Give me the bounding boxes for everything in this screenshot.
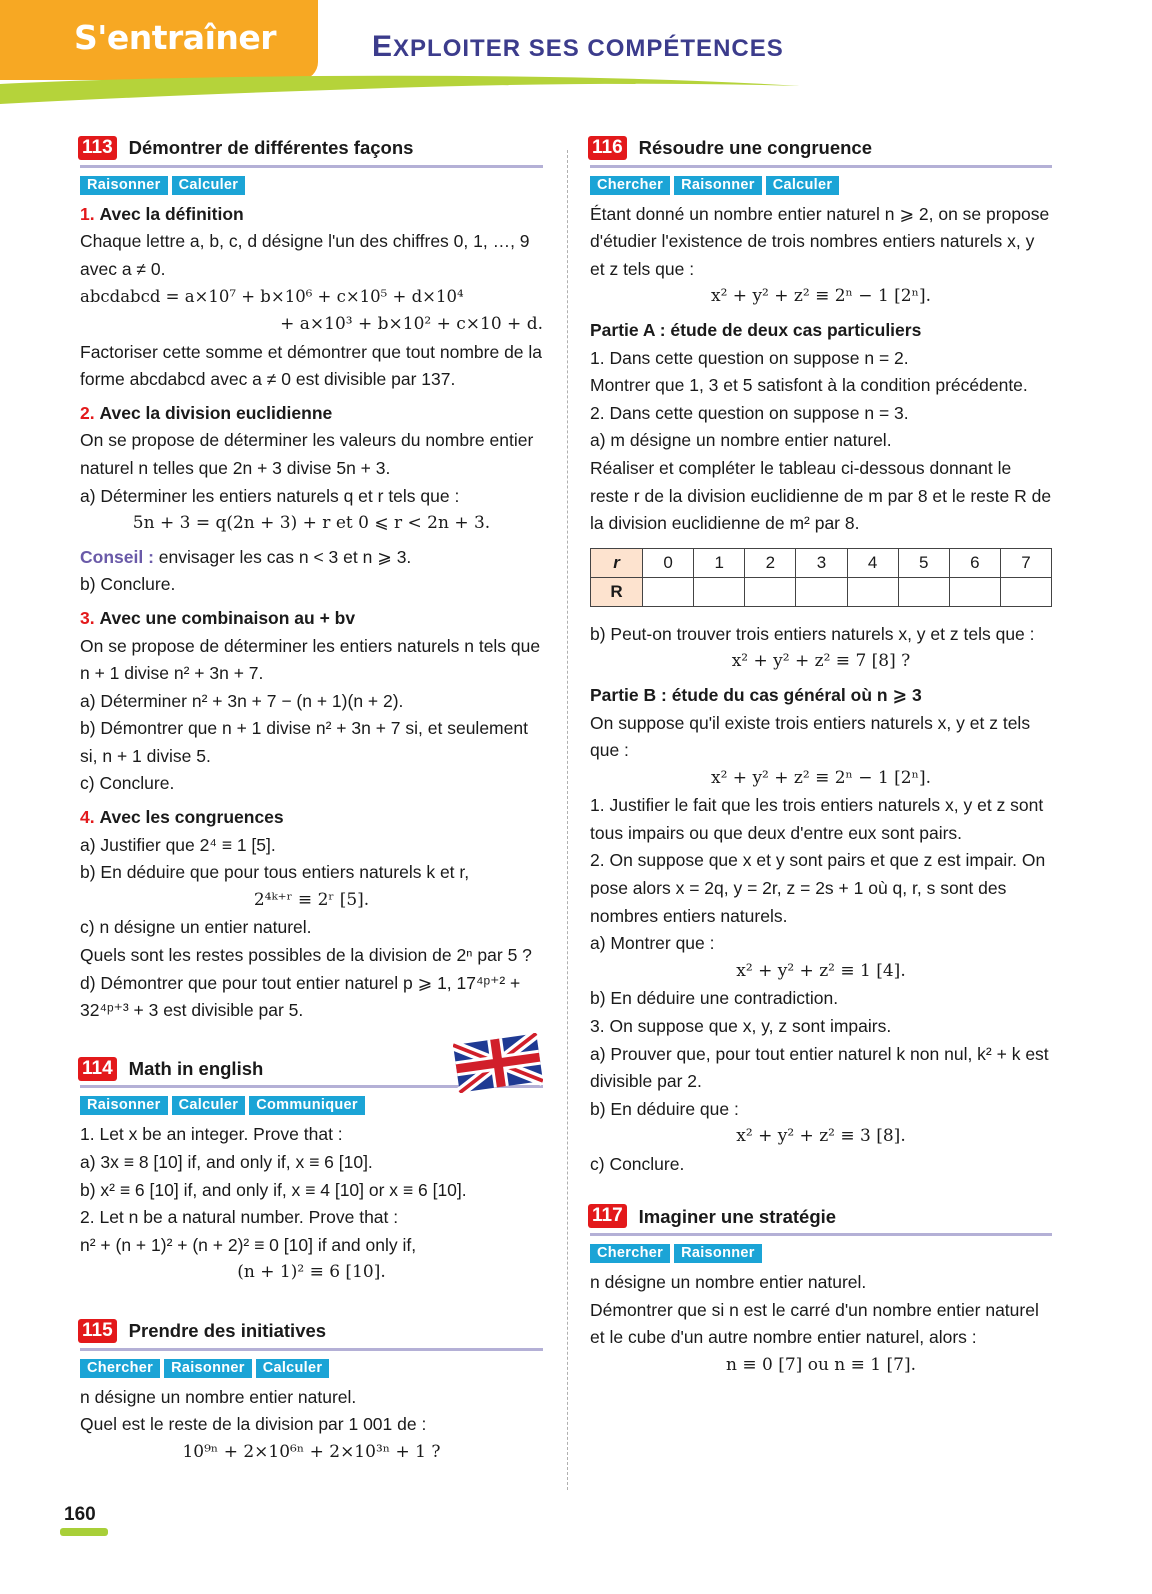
table-cell bbox=[796, 577, 847, 606]
part-heading: Partie B : étude du cas général où n ⩾ 3 bbox=[590, 684, 922, 705]
skill-tag: Calculer bbox=[766, 176, 840, 195]
exercise-number: 113 bbox=[78, 136, 117, 160]
exercise-title: Démontrer de différentes façons bbox=[128, 137, 414, 158]
text-line: n désigne un nombre entier naturel. bbox=[80, 1386, 357, 1407]
question-d: d) Démontrer que pour tout entier naturel p ⩾ 1, 17⁴ᵖ⁺² + 32⁴ᵖ⁺³ + 3 est divisible par 5. bbox=[80, 972, 521, 1021]
exercise-header bbox=[590, 1203, 1052, 1237]
skill-tag: Chercher bbox=[80, 1359, 160, 1378]
skill-tag: Raisonner bbox=[80, 1096, 168, 1115]
table-row bbox=[591, 548, 1052, 577]
table-cell: 7 bbox=[1000, 548, 1051, 577]
question-b: b) En déduire que pour tous entiers naturels k et r, bbox=[80, 862, 470, 883]
remainder-table bbox=[590, 548, 1052, 607]
exercise-header bbox=[80, 1317, 543, 1351]
table-cell bbox=[745, 577, 796, 606]
table-row-label: r bbox=[591, 548, 643, 577]
exercise-117 bbox=[590, 1203, 1052, 1380]
uk-flag-icon bbox=[453, 1033, 543, 1093]
text-line: n désigne un nombre entier naturel. bbox=[590, 1272, 867, 1293]
equation: x² + y² + z² ≡ 2ⁿ − 1 [2ⁿ]. bbox=[710, 767, 932, 788]
page-number-bar bbox=[60, 1528, 108, 1536]
table-cell bbox=[694, 577, 745, 606]
text-paragraph: Montrer que 1, 3 et 5 satisfont à la condition précédente. bbox=[590, 375, 1028, 396]
text-paragraph: On se propose de déterminer les valeurs du nombre entier naturel n telles que 2n + 3 divise 5n + 3. bbox=[80, 430, 534, 478]
question-a: a) Montrer que : bbox=[590, 933, 715, 954]
table-cell: 2 bbox=[745, 548, 796, 577]
table-cell bbox=[643, 577, 694, 606]
text-paragraph: Factoriser cette somme et démontrer que tout nombre de la forme abcdabcd avec a ≠ 0 est divisible par 137. bbox=[80, 341, 543, 390]
skill-tag: Calculer bbox=[172, 1096, 246, 1115]
header-swoosh bbox=[0, 74, 820, 114]
exercise-title: Math in english bbox=[128, 1057, 264, 1079]
skill-tag: Chercher bbox=[590, 1244, 670, 1263]
text-paragraph: 2. On suppose que x et y sont pairs et que z est impair. On pose alors x = 2q, y = 2r, z = 2s + 1 où q, r, s sont des nombres entiers naturels. bbox=[590, 850, 1046, 926]
exercise-header bbox=[80, 1055, 543, 1089]
hint-text: envisager les cas n < 3 et n ⩾ 3. bbox=[158, 546, 412, 567]
skill-tags bbox=[80, 176, 543, 195]
text-paragraph: On se propose de déterminer les entiers naturels n tels que n + 1 divise n² + 3n + 7. bbox=[80, 635, 541, 684]
table-cell: 3 bbox=[796, 548, 847, 577]
skill-tags bbox=[80, 1359, 543, 1378]
text-line: 3. On suppose que x, y, z sont impairs. bbox=[590, 1016, 892, 1037]
question-b: b) Peut-on trouver trois entiers naturels x, y et z tels que : bbox=[590, 623, 1035, 644]
skill-tags bbox=[590, 176, 1052, 195]
skill-tag: Raisonner bbox=[164, 1359, 252, 1378]
question-b: b) En déduire une contradiction. bbox=[590, 988, 839, 1009]
text-line: n² + (n + 1)² + (n + 2)² ≡ 0 [10] if and only if, bbox=[80, 1234, 417, 1255]
text-line: Quel est le reste de la division par 1 001 de : bbox=[80, 1414, 427, 1435]
question-c: c) n désigne un entier naturel. bbox=[80, 917, 312, 938]
equation: n ≡ 0 [7] ou n ≡ 1 [7]. bbox=[726, 1354, 916, 1375]
equation: 2⁴ᵏ⁺ʳ ≡ 2ʳ [5]. bbox=[253, 889, 370, 910]
text-line: 1. Let x be an integer. Prove that : bbox=[80, 1124, 343, 1145]
skill-tags bbox=[590, 1244, 1052, 1263]
skill-tag: Raisonner bbox=[674, 176, 762, 195]
text-paragraph: Étant donné un nombre entier naturel n ⩾ 2, on se propose d'étudier l'existence de trois nombres entiers naturels x, y et z tels que : bbox=[590, 203, 1050, 279]
equation: x² + y² + z² ≡ 7 [8] ? bbox=[731, 651, 911, 672]
table-cell bbox=[898, 577, 949, 606]
exercise-title: Imaginer une stratégie bbox=[638, 1205, 837, 1227]
table-cell bbox=[847, 577, 898, 606]
table-row bbox=[591, 577, 1052, 606]
question-a: a) Déterminer n² + 3n + 7 − (n + 1)(n + 2). bbox=[80, 690, 404, 711]
text-paragraph: 1. Justifier le fait que les trois entiers naturels x, y et z sont tous impairs ou que deux d'entre eux sont pairs. bbox=[590, 795, 1044, 843]
exercise-116 bbox=[590, 134, 1052, 1179]
text-paragraph: Réaliser et compléter le tableau ci-dessous donnant le reste r de la division euclidienne de m par 8 et le reste R de la division euclidienne de m² par 8. bbox=[590, 457, 1052, 534]
skill-tag: Calculer bbox=[172, 176, 246, 195]
section-tab bbox=[0, 0, 318, 80]
skill-tag: Raisonner bbox=[674, 1244, 762, 1263]
question-c: c) Conclure. bbox=[80, 773, 175, 794]
question-a: a) m désigne un nombre entier naturel. bbox=[590, 430, 892, 451]
page-number: 160 bbox=[64, 1504, 96, 1525]
skill-tag: Calculer bbox=[256, 1359, 330, 1378]
part-heading: Partie A : étude de deux cas particuliers bbox=[590, 319, 922, 340]
text-line: a) 3x ≡ 8 [10] if, and only if, x ≡ 6 [10]. bbox=[80, 1152, 373, 1172]
text-paragraph: Démontrer que si n est le carré d'un nombre entier naturel et le cube d'un autre nombre entier naturel, alors : bbox=[590, 1299, 1039, 1348]
equation: x² + y² + z² ≡ 3 [8]. bbox=[736, 1126, 906, 1147]
question-b: b) Conclure. bbox=[80, 574, 176, 595]
table-row-label: R bbox=[591, 577, 643, 606]
hint-label: Conseil : bbox=[80, 546, 154, 567]
exercise-115 bbox=[80, 1317, 543, 1466]
exercise-number: 117 bbox=[588, 1204, 627, 1228]
exercise-title: Résoudre une congruence bbox=[638, 137, 873, 158]
equation: 5n + 3 = q(2n + 3) + r et 0 ⩽ r < 2n + 3. bbox=[132, 513, 491, 534]
exercise-114 bbox=[80, 1055, 543, 1287]
text-paragraph: Quels sont les restes possibles de la division de 2ⁿ par 5 ? bbox=[80, 945, 532, 966]
text-paragraph: On suppose qu'il existe trois entiers naturels x, y et z tels que : bbox=[590, 712, 1031, 761]
exercise-title: Prendre des initiatives bbox=[128, 1319, 327, 1341]
left-column bbox=[80, 134, 543, 1490]
exercise-number: 115 bbox=[78, 1319, 117, 1343]
equation: 10⁹ⁿ + 2×10⁶ⁿ + 2×10³ⁿ + 1 ? bbox=[182, 1441, 441, 1462]
equation: abcdabcd = a×10⁷ + b×10⁶ + c×10⁵ + d×10⁴ bbox=[80, 287, 464, 307]
table-cell: 0 bbox=[643, 548, 694, 577]
table-cell: 6 bbox=[949, 548, 1000, 577]
text-line: 2. Let n be a natural number. Prove that : bbox=[80, 1207, 399, 1228]
skill-tag: Communiquer bbox=[249, 1096, 365, 1115]
question-b: b) En déduire que : bbox=[590, 1098, 739, 1119]
right-column bbox=[590, 134, 1052, 1404]
text-line: 2. Dans cette question on suppose n = 3. bbox=[590, 402, 909, 423]
text-paragraph: Chaque lettre a, b, c, d désigne l'un des chiffres 0, 1, …, 9 avec a ≠ 0. bbox=[80, 231, 530, 279]
text-line: 1. Dans cette question on suppose n = 2. bbox=[590, 347, 909, 368]
skill-tags bbox=[80, 1096, 543, 1115]
exercise-header bbox=[590, 134, 1052, 168]
question-b: b) Démontrer que n + 1 divise n² + 3n + 7 si, et seulement si, n + 1 divise 5. bbox=[80, 718, 528, 766]
equation: + a×10³ + b×10² + c×10 + d. bbox=[280, 313, 543, 334]
section-tab-label: S'entraîner bbox=[74, 18, 277, 57]
table-cell: 5 bbox=[898, 548, 949, 577]
text-line: b) x² ≡ 6 [10] if, and only if, x ≡ 4 [10] or x ≡ 6 [10]. bbox=[80, 1179, 467, 1200]
equation: x² + y² + z² ≡ 1 [4]. bbox=[736, 960, 906, 981]
table-cell bbox=[1000, 577, 1051, 606]
skill-tag: Raisonner bbox=[80, 176, 168, 195]
question-a: a) Justifier que 2⁴ ≡ 1 [5]. bbox=[80, 834, 276, 855]
equation: (n + 1)² ≡ 6 [10]. bbox=[237, 1262, 386, 1283]
exercise-header bbox=[80, 134, 543, 168]
question-c: c) Conclure. bbox=[590, 1154, 685, 1174]
exercise-number: 114 bbox=[78, 1057, 117, 1081]
exercise-113: 113 Démontrer de différentes façons Raisonner Calculer 1. Avec la définition Chaque lettre a, b, c, d désigne l'un des chiffres 0, 1, …, 9 avec a ≠ 0. abcdabcd = a×10⁷ + b×10⁶ + c×10⁵ + d×10⁴ + a×10³ + b×10² + c×10 + d. Factoriser cette somme et démontrer que tout nombre de la forme abcdabcd avec a ≠ 0 est divisible par 137. 2. Avec la division euclidienne On se propose de déterminer les valeurs du nombre entier naturel n telles que 2n + 3 divise 5n + 3. a) Déterminer les entiers naturels q et r tels que : 5n + 3 = q(2n + 3) + r et 0 ⩽ r < 2n + 3. Conseil : envisager les cas n < 3 et n ⩾ 3. b) Conclure. 3. Avec une combinaison au + bv On se propose de déterminer les entiers naturels n tels que n + 1 divise n² + 3n + 7. a) Déterminer n² + 3n + 7 − (n + 1)(n + 2). b) Démontrer que n + 1 divise n² + 3n + 7 si, et seulement si, n + 1 divise 5. c) Conclure. 4. Avec les congruences a) Justifier que 2⁴ ≡ 1 [5]. b) En déduire que pour tous entiers naturels k et r, 2⁴ᵏ⁺ʳ ≡ 2ʳ [5]. c) n désigne un entier naturel. Quels sont les restes possibles de la division de 2ⁿ par 5 ? d) Démontrer que pour tout entier naturel p ⩾ 1, 17⁴ᵖ⁺² + 32⁴ᵖ⁺³ + 3 est divisible par 5. bbox=[80, 134, 543, 1025]
table-cell: 4 bbox=[847, 548, 898, 577]
question-a: a) Prouver que, pour tout entier naturel k non nul, k² + k est divisible par 2. bbox=[590, 1043, 1049, 1092]
table-cell bbox=[949, 577, 1000, 606]
column-divider bbox=[567, 150, 568, 1490]
equation: x² + y² + z² ≡ 2ⁿ − 1 [2ⁿ]. bbox=[710, 286, 932, 307]
table-cell: 1 bbox=[694, 548, 745, 577]
page-title: EXPLOITER SES COMPÉTENCES bbox=[372, 30, 784, 63]
skill-tag: Chercher bbox=[590, 176, 670, 195]
question-a: a) Déterminer les entiers naturels q et r tels que : bbox=[80, 485, 460, 506]
exercise-number: 116 bbox=[588, 136, 627, 160]
